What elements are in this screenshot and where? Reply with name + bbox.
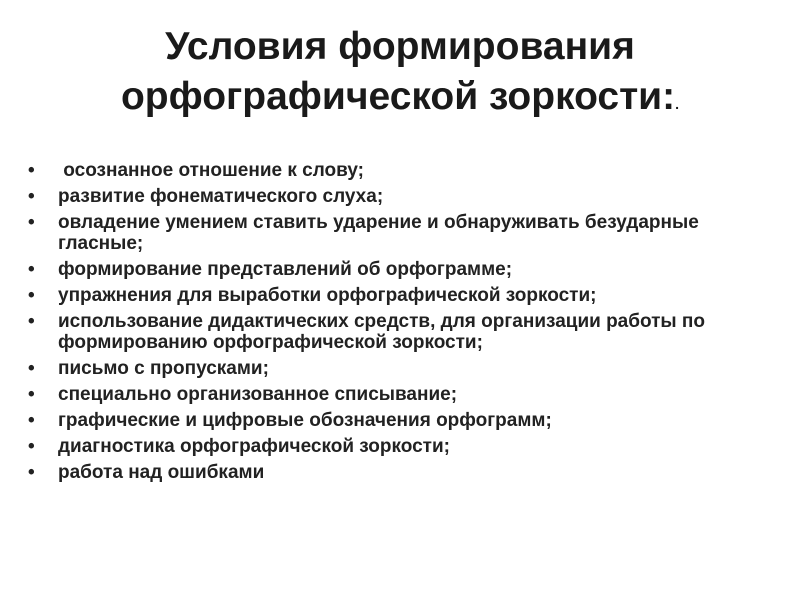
bullet-icon: • bbox=[28, 410, 35, 431]
list-item bbox=[28, 160, 768, 181]
conditions-list bbox=[28, 160, 768, 488]
list-item bbox=[28, 358, 768, 379]
bullet-icon: • bbox=[28, 285, 35, 306]
title-line-2 bbox=[0, 72, 800, 129]
list-item-text: использование дидактических средств, для организации работы по формированию орфографической зоркости; bbox=[58, 311, 706, 353]
bullet-icon: • bbox=[28, 311, 35, 332]
list-item-text: формирование представлений об орфограмме; bbox=[58, 259, 513, 280]
title-line-2-text: орфографической зоркости: bbox=[120, 75, 676, 118]
bullet-icon: • bbox=[28, 186, 35, 207]
list-item bbox=[28, 436, 768, 457]
bullet-icon: • bbox=[28, 462, 35, 483]
bullet-icon: • bbox=[28, 358, 35, 379]
bullet-icon: • bbox=[28, 384, 35, 405]
list-item-text: графические и цифровые обозначения орфограмм; bbox=[58, 410, 552, 431]
list-item-text: овладение умением ставить ударение и обнаруживать безударные гласные; bbox=[58, 212, 699, 254]
bullet-icon: • bbox=[28, 259, 35, 280]
list-item-text: специально организованное списывание; bbox=[58, 384, 458, 405]
list-item bbox=[28, 384, 768, 405]
list-item bbox=[28, 212, 768, 254]
bullet-icon: • bbox=[28, 436, 35, 457]
list-item-text: упражнения для выработки орфографической зоркости; bbox=[58, 285, 597, 306]
title-trailing-dot: . bbox=[675, 96, 680, 112]
list-item bbox=[28, 410, 768, 431]
list-item-text: диагностика орфографической зоркости; bbox=[58, 436, 450, 457]
list-item bbox=[28, 259, 768, 280]
list-item bbox=[28, 462, 768, 483]
list-item-text: осознанное отношение к слову; bbox=[58, 160, 365, 181]
list-item bbox=[28, 186, 768, 207]
list-item bbox=[28, 311, 768, 353]
title-line-1: Условия формирования bbox=[165, 25, 635, 68]
list-item-text: письмо с пропусками; bbox=[58, 358, 269, 379]
list-item bbox=[28, 285, 768, 306]
slide-title bbox=[0, 22, 800, 129]
bullet-icon: • bbox=[28, 212, 35, 233]
list-item-text: развитие фонематического слуха; bbox=[58, 186, 384, 207]
list-item-text: работа над ошибками bbox=[58, 462, 265, 483]
bullet-icon: • bbox=[28, 160, 35, 181]
